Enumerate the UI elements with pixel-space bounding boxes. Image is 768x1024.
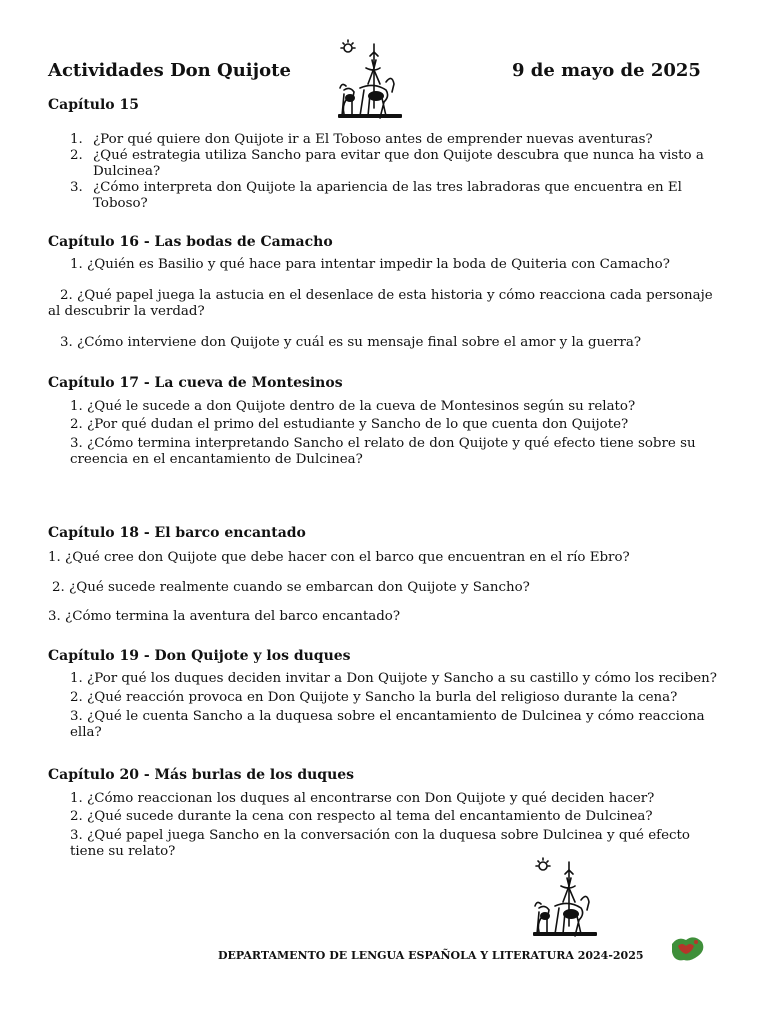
list-item: 3. ¿Cómo termina interpretando Sancho el relato de don Quijote y qué efecto tiene sobre su creencia en el encantamiento de Dulcinea? (70, 436, 696, 467)
question-text: ¿Por qué los duques deciden invitar a Don Quijote y Sancho a su castillo y cómo los reciben? (87, 671, 717, 686)
list-item: 1. ¿Por qué quiere don Quijote ir a El Toboso antes de emprender nuevas aventuras? (70, 132, 730, 148)
question-text: ¿Qué papel juega la astucia en el desenlace de esta historia y cómo reacciona cada personaje al descubrir la verdad? (48, 288, 713, 319)
list-item: 3. ¿Qué papel juega Sancho en la conversación con la duquesa sobre Dulcinea y qué efecto tiene su relato? (70, 828, 690, 859)
chapter-heading: Capítulo 15 (48, 97, 139, 113)
chapter-heading: Capítulo 19 - Don Quijote y los duques (48, 648, 351, 664)
question-text: ¿Qué cree don Quijote que debe hacer con el barco que encuentran en el río Ebro? (65, 550, 630, 565)
list-item: 1. ¿Qué cree don Quijote que debe hacer con el barco que encuentran en el río Ebro? (48, 550, 630, 565)
question-text: ¿Qué papel juega Sancho en la conversación con la duquesa sobre Dulcinea y qué efecto tiene su relato? (70, 828, 690, 859)
list-item: 3. ¿Cómo interviene don Quijote y cuál es su mensaje final sobre el amor y la guerra? (60, 335, 642, 350)
list-item: 2. ¿Qué sucede durante la cena con respecto al tema del encantamiento de Dulcinea? (70, 809, 653, 824)
question-text: ¿Qué sucede durante la cena con respecto al tema del encantamiento de Dulcinea? (87, 809, 653, 824)
list-item: 1. ¿Qué le sucede a don Quijote dentro de la cueva de Montesinos según su relato? (70, 399, 636, 414)
chapter-heading: Capítulo 17 - La cueva de Montesinos (48, 375, 343, 391)
list-item: 3. ¿Cómo termina la aventura del barco encantado? (48, 609, 401, 624)
department-logo-icon (668, 934, 706, 962)
page-title: Actividades Don Quijote (48, 60, 291, 81)
footer-department: DEPARTAMENTO DE LENGUA ESPAÑOLA Y LITERATURA 2024-2025 (218, 949, 644, 962)
don-quijote-sketch-icon (525, 855, 605, 941)
list-item: 2. ¿Qué sucede realmente cuando se embarcan don Quijote y Sancho? (52, 580, 530, 595)
question-text: ¿Qué le sucede a don Quijote dentro de la cueva de Montesinos según su relato? (87, 399, 636, 414)
question-text: ¿Quién es Basilio y qué hace para intentar impedir la boda de Quiteria con Camacho? (87, 257, 670, 272)
list-item: 2. ¿Por qué dudan el primo del estudiante y Sancho de lo que cuenta don Quijote? (70, 417, 629, 432)
list-item: 3. ¿Qué le cuenta Sancho a la duquesa sobre el encantamiento de Dulcinea y cómo reacciona ella? (70, 709, 705, 740)
question-text: ¿Cómo interpreta don Quijote la apariencia de las tres labradoras que encuentra en El Toboso? (93, 180, 682, 211)
question-text: ¿Cómo termina la aventura del barco encantado? (65, 609, 401, 624)
don-quijote-sketch-icon (330, 38, 410, 122)
question-text: ¿Qué le cuenta Sancho a la duquesa sobre el encantamiento de Dulcinea y cómo reacciona ella? (70, 709, 705, 740)
chapter-heading: Capítulo 20 - Más burlas de los duques (48, 767, 355, 783)
list-item: 1. ¿Quién es Basilio y qué hace para intentar impedir la boda de Quiteria con Camacho? (70, 257, 670, 272)
list-item: 2. ¿Qué papel juega la astucia en el desenlace de esta historia y cómo reacciona cada personaje al descubrir la verdad? (48, 288, 713, 319)
chapter-heading: Capítulo 18 - El barco encantado (48, 525, 306, 541)
question-text: ¿Qué reacción provoca en Don Quijote y Sancho la burla del religioso durante la cena? (87, 690, 678, 705)
chapter-heading: Capítulo 16 - Las bodas de Camacho (48, 234, 333, 250)
list-item: 2. ¿Qué estrategia utiliza Sancho para evitar que don Quijote descubra que nunca ha visto a Dulcinea? (70, 148, 730, 180)
question-text: ¿Qué sucede realmente cuando se embarcan don Quijote y Sancho? (69, 580, 530, 595)
page-date: 9 de mayo de 2025 (512, 60, 701, 81)
list-item: 2. ¿Qué reacción provoca en Don Quijote y Sancho la burla del religioso durante la cena? (70, 690, 678, 705)
question-text: ¿Cómo interviene don Quijote y cuál es su mensaje final sobre el amor y la guerra? (77, 335, 642, 350)
list-item: 1. ¿Por qué los duques deciden invitar a Don Quijote y Sancho a su castillo y cómo los reciben? (70, 671, 717, 686)
question-text: ¿Qué estrategia utiliza Sancho para evitar que don Quijote descubra que nunca ha visto a Dulcinea? (93, 148, 704, 179)
list-item: 1. ¿Cómo reaccionan los duques al encontrarse con Don Quijote y qué deciden hacer? (70, 791, 655, 806)
question-text: ¿Por qué quiere don Quijote ir a El Toboso antes de emprender nuevas aventuras? (93, 132, 653, 147)
question-text: ¿Cómo reaccionan los duques al encontrarse con Don Quijote y qué deciden hacer? (87, 791, 655, 806)
question-text: ¿Cómo termina interpretando Sancho el relato de don Quijote y qué efecto tiene sobre su creencia en el encantamiento de Dulcinea? (70, 436, 696, 467)
list-item: 3. ¿Cómo interpreta don Quijote la apariencia de las tres labradoras que encuentra en El Toboso? (70, 180, 730, 212)
question-text: ¿Por qué dudan el primo del estudiante y Sancho de lo que cuenta don Quijote? (87, 417, 629, 432)
